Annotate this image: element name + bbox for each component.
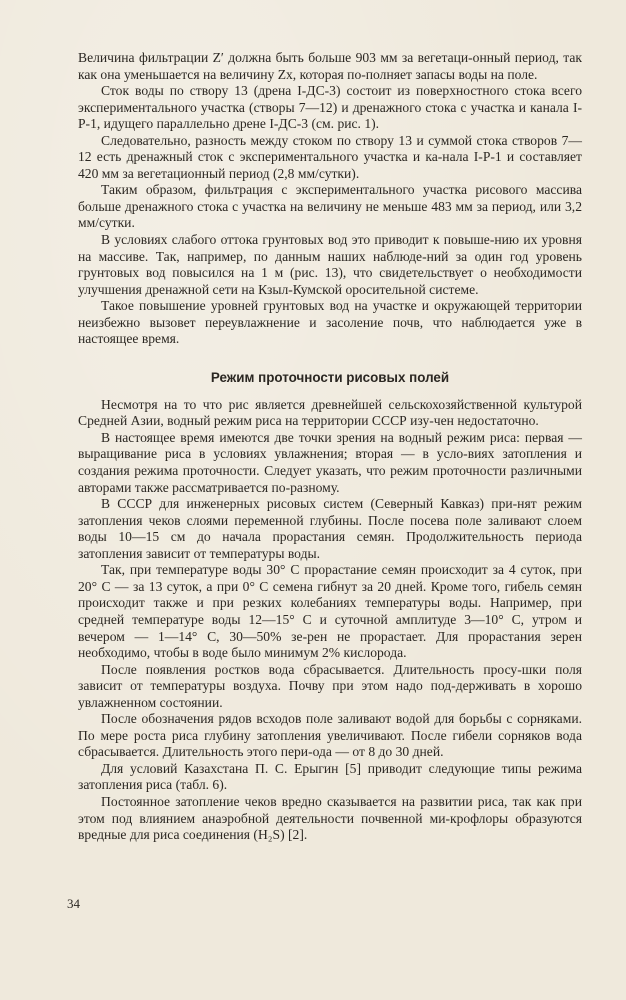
text-top <box>78 50 582 348</box>
paragraph: Так, при температуре воды 30° С прорастание семян происходит за 4 суток, при 20° С — за 13 суток, а при 0° С семена гибнут за 20 дней. Кроме того, гибель семян происходит также и при резких колебаниях температуры воды. Например, при средней температуре воды 12—15° С и суточной амплитуде 3—10° С, утром и вечером — 1—14° С, 30—50% зе-рен не прорастает. Для прорастания зерен необходимо, чтобы в воде было минимум 2% кислорода. <box>78 562 582 661</box>
paragraph: Для условий Казахстана П. С. Ерыгин [5] приводит следующие типы режима затопления риса (табл. 6). <box>78 760 582 793</box>
paragraph: Несмотря на то что рис является древнейшей сельскохозяйственной культурой Средней Азии, водный режим риса на территории СССР изу-чен недостаточно. <box>78 396 582 429</box>
paragraph: Таким образом, фильтрация с экспериментального участка рисового массива больше дренажного стока с участка на величину не меньше 483 мм за период, или 3,2 мм/сутки. <box>78 182 582 231</box>
paragraph: Такое повышение уровней грунтовых вод на участке и окружающей территории неизбежно вызовет переувлажнение и засоление почв, что наблюдается уже в настоящее время. <box>78 298 582 347</box>
paragraph: Постоянное затопление чеков вредно сказывается на развитии риса, так как при этом под влиянием анаэробной деятельности почвенной ми-крофлоры образуются вредные для риса соединения (H₂S) [2]. <box>78 793 582 843</box>
paragraph: В настоящее время имеются две точки зрения на водный режим риса: первая — выращивание риса в условиях увлажнения; вторая — в усло-виях затопления и создания режима проточности. Следует указать, что режим проточности различными авторами также рассматривается по-разному. <box>78 429 582 495</box>
section-heading: Режим проточности рисовых полей <box>210 369 450 385</box>
paragraph: В СССР для инженерных рисовых систем (Северный Кавказ) при-нят режим затопления чеков слоями переменной глубины. После посева поле заливают слоем воды 10—15 см до начала прорастания семян. Продолжительность периода затопления зависит от температуры воды. <box>78 496 582 561</box>
paragraph: После обозначения рядов всходов поле заливают водой для борьбы с сорняками. По мере роста риса глубину затопления увеличивают. После гибели сорняков вода сбрасывается. Длительность этого пери-ода — от 8 до 30 дней. <box>78 711 582 760</box>
text-bottom <box>78 397 582 844</box>
paragraph: Следовательно, разность между стоком по створу 13 и суммой стока створов 7—12 есть дренажный сток с экспериментального участка и ка-нала I-Р-1 и составляет 420 мм за вегетационный период (2,8 мм/сутки). <box>78 132 582 181</box>
paragraph: В условиях слабого оттока грунтовых вод это приводит к повыше-нию их уровня на массиве. Так, например, по данным наших наблюде-ний за один год уровень грунтовых вод повысился на 1 м (рис. 13), что свидетельствует о необходимости улучшения дренажной сети на Кзыл-Кумской оросительной системе. <box>78 232 582 297</box>
paragraph: Сток воды по створу 13 (дрена I-ДС-3) состоит из поверхностного стока всего экспериментального участка (створы 7—12) и дренажного стока с участка и канала I-Р-1, идущего параллельно дрене I-ДС-3 (см. рис. 1). <box>78 83 582 132</box>
paragraph: После появления ростков вода сбрасывается. Длительность просу-шки поля зависит от температуры воздуха. Почву при этом надо под-держивать в хорошо увлажненном состоянии. <box>78 661 582 710</box>
paragraph: Величина фильтрации Z′ должна быть больше 903 мм за вегетаци-онный период, так как она уменьшается на величину Zx, которая по-полняет запасы воды на поле. <box>78 50 582 82</box>
page-number: 34 <box>67 896 80 911</box>
